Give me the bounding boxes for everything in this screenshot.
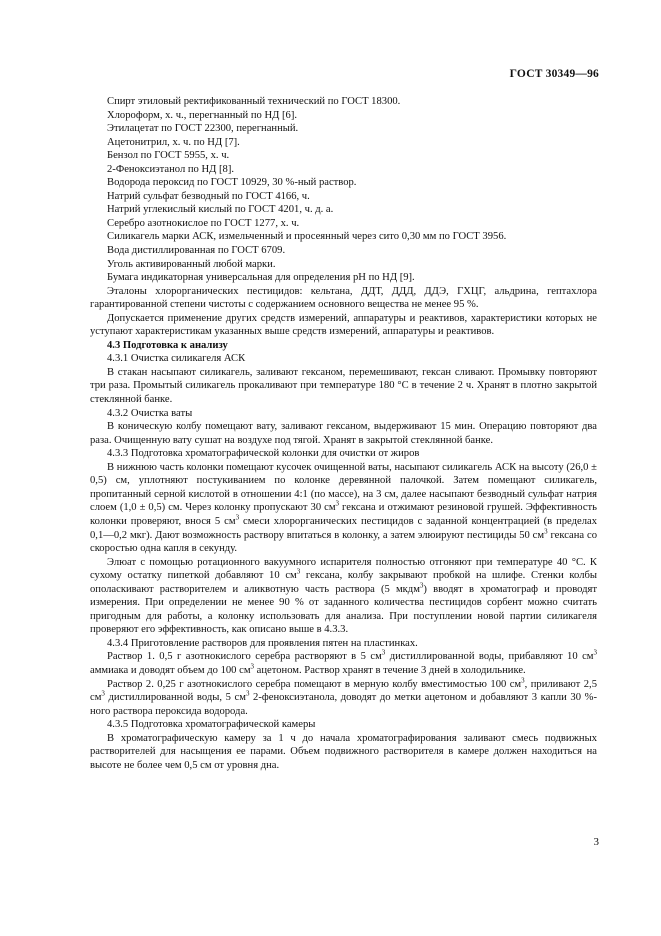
document-body: [90, 95, 597, 772]
list-item: Бензол по ГОСТ 5955, х. ч.: [107, 150, 230, 162]
subsection-heading-4-3-2: 4.3.2 Очистка ваты: [107, 407, 193, 419]
list-item: Ацетонитрил, х. ч. по НД [7].: [107, 136, 240, 148]
list-item: 2-Феноксиэтанол по НД [8].: [107, 163, 235, 175]
list-item: Натрий сульфат безводный по ГОСТ 4166, ч.: [107, 190, 310, 202]
list-item: Уголь активированный любой марки.: [107, 258, 276, 270]
paragraph-4-3-4-b: Раствор 2. 0,25 г азотнокислого серебра помещают в мерную колбу вместимостью 100 $см^3$, приливают 2,5 $см^3$ дистиллированной воды, 5 $см^3$ 2-феноксиэтанола, доводят до метки ацетоном и добавляют 3 капли 30 %-ного раствора пероксида водорода.: [90, 675, 598, 717]
subsection-heading-4-3-3: 4.3.3 Подготовка хроматографической колонки для очистки от жиров: [107, 448, 420, 460]
list-item: Спирт этиловый ректификованный технический по ГОСТ 18300.: [107, 96, 401, 107]
subsection-heading-4-3-4: 4.3.4 Приготовление растворов для проявления пятен на пластинках.: [107, 637, 418, 649]
paragraph-etalony: Эталоны хлорорганических пестицидов: кельтана, ДДТ, ДДД, ДДЭ, ГХЦГ, альдрина, гептахлора гарантированной степени чистоты с содержанием основного вещества не менее 95 %.: [90, 285, 597, 311]
paragraph-dopusk: Допускается применение других средств измерений, аппаратуры и реактивов, характеристики которых не уступают характеристикам указанных выше средств измерений, аппаратуры и реактивов.: [90, 312, 597, 338]
paragraph-4-3-3-b: Элюат с помощью ротационного вакуумного испарителя полностью отгоняют при температуре 40 °С. К сухому остатку пипеткой добавляют 10 $см^3$ гексана, колбу закрывают пробкой на шлифе. Стенки колбы ополаскивают растворителем и аликвотную часть раствора (5 мкдм$^3$) вводят в хроматограф и проводят измерения. При определении не менее 90 % от заданного количества пестицидов сорбент можно считать пригодным для работы, а колонку использовать для анализа. При поступлении новой партии силикагеля проверяют его эффективность, как описано выше в 4.3.3.: [90, 556, 598, 636]
paragraph-4-3-1: В стакан насыпают силикагель, заливают гексаном, перемешивают, гексан сливают. Промывку повторяют три раза. Промытый силикагель прокаливают при температуре 180 °С в течение 2 ч. Хранят в плотно закрытой стеклянной банке.: [90, 366, 597, 406]
paragraph-4-3-2: В коническую колбу помещают вату, заливают гексаном, выдерживают 15 мин. Операцию повторяют два раза. Очищенную вату сушат на воздухе под тягой. Хранят в закрытой стеклянной банке.: [90, 421, 597, 446]
paragraph-4-3-3-a: В нижнюю часть колонки помещают кусочек очищенной ваты, насыпают силикагель АСК на высоту (26,0 ± 0,5) см, уплотняют постукиванием по колонке деревянной палочкой. Затем помещают силикагель, пропитанный серной кислотой в отношении 4:1 (по массе), на 3 см, далее насыпают безводный сульфат натрия слоем (1,0 ± 0,5) см. Через колонку пропускают 30 $см^3$ гексана и отжимают резиновой грушей. Эффективность колонки проверяют, внося 5 $см^3$ смеси хлорорганических пестицидов с заданной концентрацией (в пределах 0,1—0,2 мкг). Дают возможность раствору впитаться в колонку, а затем элюируют пестициды 50 $см^3$ гексана со скоростью одна капля в секунду.: [90, 461, 597, 555]
list-item: Водорода пероксид по ГОСТ 10929, 30 %-ный раствор.: [107, 177, 357, 189]
list-item: Серебро азотнокислое по ГОСТ 1277, х. ч.: [107, 217, 300, 229]
list-item: Силикагель марки АСК, измельченный и просеянный через сито 0,30 мм по ГОСТ 3956.: [107, 231, 507, 243]
subsection-heading-4-3-5: 4.3.5 Подготовка хроматографической камеры: [107, 719, 316, 731]
list-item: Бумага индикаторная универсальная для определения pH по НД [9].: [107, 272, 415, 284]
subsection-heading-4-3-1: 4.3.1 Очистка силикагеля АСК: [107, 353, 246, 365]
document-header: ГОСТ 30349—96: [509, 68, 599, 80]
list-item: Этилацетат по ГОСТ 22300, перегнанный.: [107, 123, 299, 135]
list-item: Хлороформ, х. ч., перегнанный по НД [6].: [107, 109, 297, 121]
list-item: Вода дистиллированная по ГОСТ 6709.: [107, 245, 286, 257]
paragraph-4-3-4-a: Раствор 1. 0,5 г азотнокислого серебра растворяют в 5 $см^3$ дистиллированной воды, прибавляют 10 $см^3$ аммиака и доводят объем до 100 $см^3$ ацетоном. Раствор хранят в течение 3 дней в холодильнике.: [90, 648, 597, 676]
paragraph-4-3-5: В хроматографическую камеру за 1 ч до начала хроматографирования заливают смесь подвижных растворителей для насыщения ее парами. Объем подвижного растворителя в камере должен находиться на высоте не более чем 0,5 см от уровня дна.: [90, 732, 597, 771]
page-number: 3: [593, 836, 599, 848]
list-item: Натрий углекислый кислый по ГОСТ 4201, ч. д. а.: [107, 204, 334, 216]
section-heading-4-3: 4.3 Подготовка к анализу: [107, 339, 228, 351]
